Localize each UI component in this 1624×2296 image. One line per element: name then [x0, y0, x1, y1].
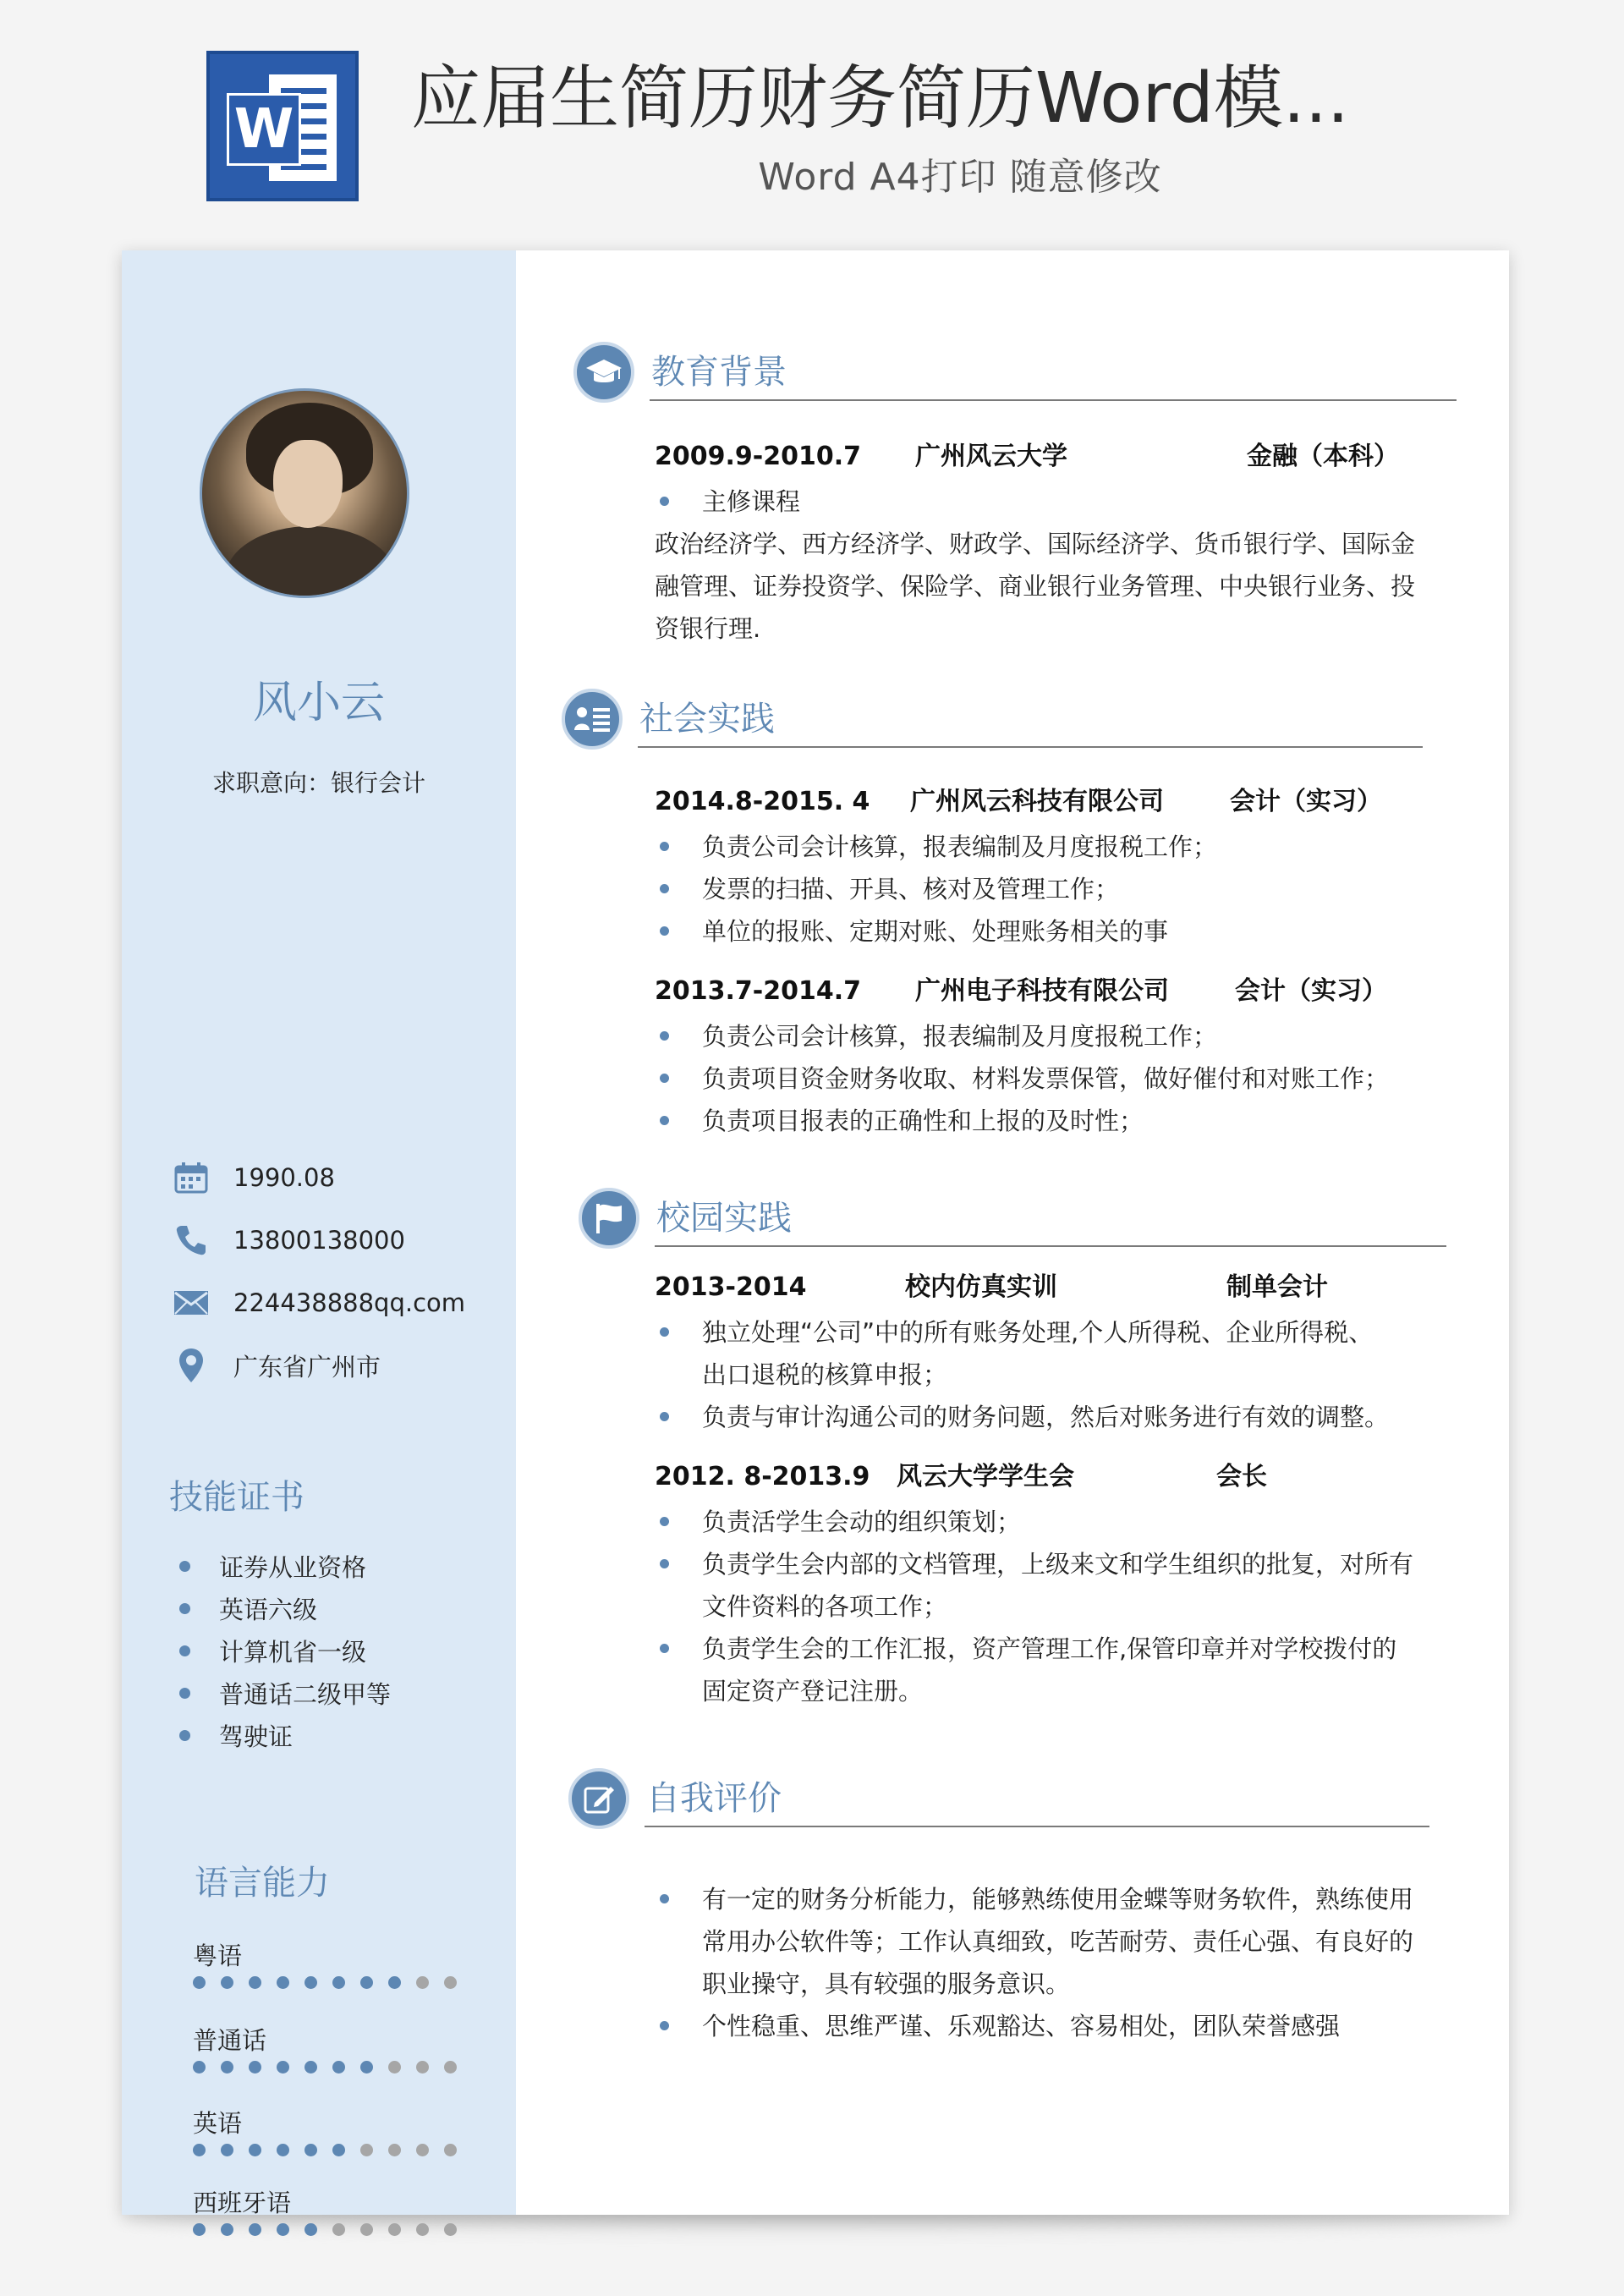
language-level-dots	[193, 2144, 497, 2156]
list-item: 证券从业资格	[173, 1545, 494, 1587]
job-role: 会计（实习）	[1230, 787, 1382, 816]
list-item: 英语六级	[173, 1587, 494, 1629]
level-dot-filled	[304, 2223, 317, 2236]
education-period: 2009.9-2010.7	[655, 442, 861, 471]
level-dot-filled	[277, 2223, 289, 2236]
contact-birth	[173, 1159, 511, 1196]
location-pin-icon	[173, 1347, 210, 1384]
contact-phone	[173, 1222, 511, 1259]
language-level-dots	[193, 2223, 497, 2236]
word-letter: W	[227, 93, 301, 166]
skills-list	[173, 1545, 494, 1756]
job-org: 广州电子科技有限公司	[915, 976, 1169, 1006]
education-school: 广州风云大学	[915, 442, 1067, 471]
job-bullet: 单位的报账、定期对账、处理账务相关的事	[655, 910, 1168, 953]
job-bullet: 负责与审计沟通公司的财务问题，然后对账务进行有效的调整。	[655, 1396, 1389, 1438]
level-dot-empty	[388, 2061, 401, 2074]
job-org: 校内仿真实训	[905, 1272, 1057, 1302]
mail-icon	[173, 1284, 210, 1321]
level-dot-filled	[277, 1976, 289, 1989]
job-org: 广州风云科技有限公司	[910, 787, 1164, 816]
candidate-name: 风小云	[252, 678, 385, 728]
job-bullet: 负责项目报表的正确性和上报的及时性；	[655, 1100, 1144, 1142]
level-dot-filled	[332, 2144, 345, 2156]
id-card-icon	[562, 689, 623, 750]
contact-email	[173, 1284, 511, 1321]
resume-page	[122, 250, 1509, 2215]
job-bullet: 发票的扫描、开具、核对及管理工作；	[655, 868, 1119, 910]
level-dot-empty	[388, 2223, 401, 2236]
document-subtitle: Word A4打印 随意修改	[758, 156, 1162, 199]
level-dot-empty	[444, 1976, 457, 1989]
level-dot-filled	[193, 2144, 206, 2156]
phone-number: 13800138000	[233, 1226, 405, 1255]
level-dot-filled	[304, 1976, 317, 1989]
graduation-cap-icon	[573, 342, 634, 403]
language-name: 粤语	[193, 1942, 243, 1970]
level-dot-filled	[221, 1976, 233, 1989]
education-major: 金融（本科）	[1247, 442, 1399, 471]
list-item: 计算机省一级	[173, 1629, 494, 1672]
list-item: 驾驶证	[173, 1714, 494, 1756]
level-dot-empty	[332, 2223, 345, 2236]
campus-heading: 校园实践	[656, 1199, 792, 1238]
section-divider	[638, 746, 1423, 748]
language-name: 英语	[193, 2109, 243, 2138]
job-bullet: 独立处理“公司”中的所有账务处理,个人所得税、企业所得税、 出口退税的核算申报；	[655, 1311, 1373, 1396]
job-period: 2013-2014	[655, 1272, 807, 1302]
level-dot-empty	[388, 2144, 401, 2156]
self-eval-heading: 自我评价	[646, 1779, 782, 1818]
level-dot-empty	[444, 2144, 457, 2156]
language-spanish	[193, 2186, 497, 2236]
job-period: 2013.7-2014.7	[655, 976, 861, 1006]
level-dot-filled	[360, 1976, 373, 1989]
level-dot-filled	[193, 2223, 206, 2236]
contact-location	[173, 1347, 511, 1384]
resume-sidebar	[122, 250, 516, 2215]
calendar-icon	[173, 1159, 210, 1196]
job-period: 2014.8-2015. 4	[655, 787, 870, 816]
section-divider	[645, 1826, 1429, 1827]
course-list-line: 资银行理.	[655, 614, 761, 643]
birth-date: 1990.08	[233, 1163, 335, 1192]
level-dot-filled	[277, 2061, 289, 2074]
level-dot-filled	[249, 1976, 261, 1989]
level-dot-filled	[249, 2144, 261, 2156]
job-bullet: 负责公司会计核算，报表编制及月度报税工作；	[655, 826, 1217, 868]
job-intent-value: 银行会计	[331, 769, 426, 797]
level-dot-filled	[193, 1976, 206, 1989]
section-divider	[655, 1245, 1446, 1247]
course-label: 主修课程	[655, 481, 800, 523]
level-dot-filled	[360, 2061, 373, 2074]
level-dot-empty	[444, 2061, 457, 2074]
section-divider	[650, 399, 1457, 401]
job-role: 制单会计	[1226, 1272, 1328, 1302]
level-dot-filled	[221, 2144, 233, 2156]
job-intent	[122, 766, 516, 800]
language-english	[193, 2106, 497, 2156]
level-dot-empty	[416, 2061, 429, 2074]
level-dot-filled	[332, 1976, 345, 1989]
language-name: 西班牙语	[193, 2189, 292, 2217]
level-dot-empty	[360, 2144, 373, 2156]
self-eval-bullet: 有一定的财务分析能力，能够熟练使用金蝶等财务软件，熟练使用 常用办公软件等；工作认真细致，吃苦耐劳、责任心强、有良好的 职业操守，具有较强的服务意识。	[655, 1878, 1413, 2005]
level-dot-filled	[249, 2061, 261, 2074]
course-list-line: 融管理、证券投资学、保险学、商业银行业务管理、中央银行业务、投	[655, 572, 1416, 601]
social-heading: 社会实践	[639, 700, 775, 739]
level-dot-empty	[444, 2223, 457, 2236]
edit-pencil-icon	[568, 1768, 629, 1829]
job-role: 会计（实习）	[1235, 976, 1387, 1006]
level-dot-filled	[388, 1976, 401, 1989]
level-dot-filled	[277, 2144, 289, 2156]
self-eval-bullet: 个性稳重、思维严谨、乐观豁达、容易相处，团队荣誉感强	[655, 2005, 1340, 2047]
list-item: 普通话二级甲等	[173, 1672, 494, 1714]
document-title: 应届生简历财务简历Word模...	[411, 58, 1349, 139]
skills-heading: 技能证书	[169, 1478, 304, 1517]
course-list-line: 政治经济学、西方经济学、财政学、国际经济学、货币银行学、国际金	[655, 530, 1416, 558]
level-dot-empty	[416, 1976, 429, 1989]
level-dot-filled	[304, 2144, 317, 2156]
level-dot-empty	[416, 2144, 429, 2156]
email-address: 224438888qq.com	[233, 1288, 466, 1317]
job-bullet: 负责学生会内部的文档管理，上级来文和学生组织的批复，对所有 文件资料的各项工作；	[655, 1543, 1413, 1628]
job-bullet: 负责项目资金财务收取、材料发票保管，做好催付和对账工作；	[655, 1057, 1389, 1100]
level-dot-filled	[221, 2061, 233, 2074]
job-role: 会长	[1216, 1462, 1267, 1491]
level-dot-empty	[416, 2223, 429, 2236]
language-cantonese	[193, 1939, 497, 1989]
avatar	[200, 388, 409, 598]
location-text: 广东省广州市	[233, 1352, 381, 1381]
language-mandarin	[193, 2024, 497, 2074]
job-bullet: 负责活学生会动的组织策划；	[655, 1501, 1021, 1543]
language-level-dots	[193, 1976, 497, 1989]
level-dot-empty	[360, 2223, 373, 2236]
level-dot-filled	[332, 2061, 345, 2074]
job-period: 2012. 8-2013.9	[655, 1462, 870, 1491]
language-level-dots	[193, 2061, 497, 2074]
job-intent-label: 求职意向：	[211, 769, 331, 797]
languages-heading: 语言能力	[195, 1864, 330, 1903]
level-dot-filled	[304, 2061, 317, 2074]
job-org: 风云大学学生会	[897, 1462, 1074, 1491]
level-dot-filled	[249, 2223, 261, 2236]
education-heading: 教育背景	[651, 353, 787, 392]
level-dot-filled	[193, 2061, 206, 2074]
level-dot-filled	[221, 2223, 233, 2236]
job-bullet: 负责公司会计核算，报表编制及月度报税工作；	[655, 1015, 1217, 1057]
flag-icon	[579, 1188, 639, 1249]
language-name: 普通话	[193, 2026, 267, 2055]
job-bullet: 负责学生会的工作汇报，资产管理工作,保管印章并对学校拨付的 固定资产登记注册。	[655, 1628, 1396, 1712]
phone-icon	[173, 1222, 210, 1259]
